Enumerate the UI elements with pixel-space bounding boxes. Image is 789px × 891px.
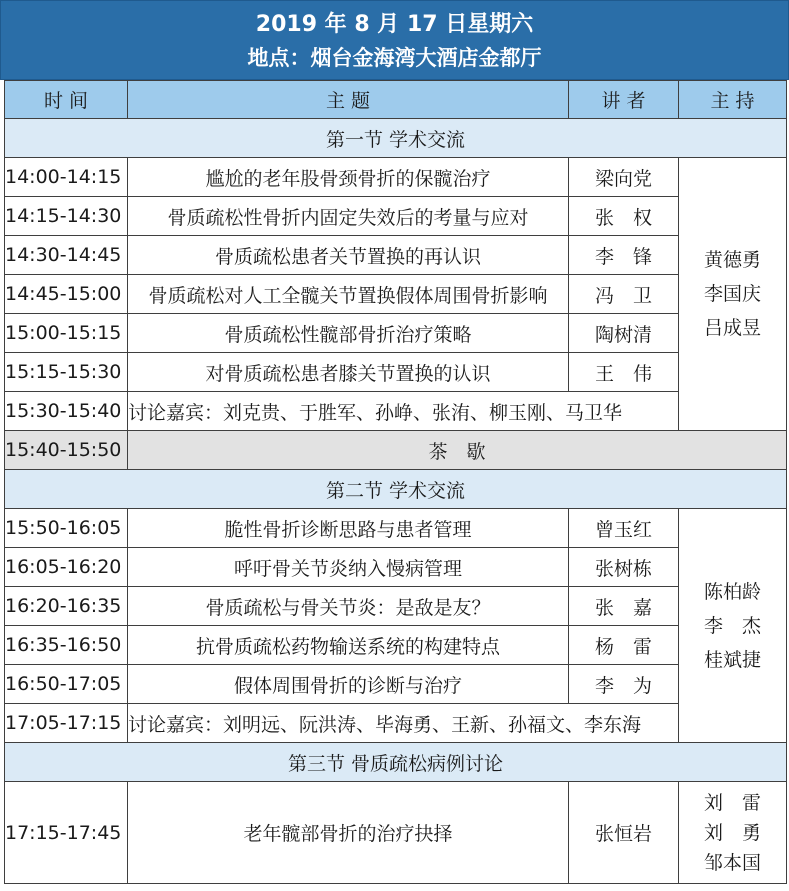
discussion-guests: 讨论嘉宾：刘明远、阮洪涛、毕海勇、王新、孙福文、李东海: [128, 704, 679, 743]
moderator-name: 陈柏龄: [703, 580, 761, 603]
time-cell: 16:20-16:35: [5, 587, 128, 626]
speaker-cell: 张 嘉: [569, 587, 679, 626]
moderator-name: 李 杰: [703, 614, 761, 637]
agenda-header: [0, 0, 789, 80]
moderator-cell: [679, 509, 787, 743]
table-row: [5, 197, 787, 236]
speaker-cell: 张恒岩: [569, 782, 679, 884]
topic-cell: 抗骨质疏松药物输送系统的构建特点: [128, 626, 569, 665]
moderator-name: 吕成昱: [703, 317, 761, 339]
moderator-name: 李国庆: [703, 283, 761, 305]
col-header-topic: 主 题: [128, 81, 569, 119]
topic-cell: 尴尬的老年股骨颈骨折的保髋治疗: [128, 158, 569, 197]
topic-cell: 骨质疏松性髋部骨折治疗策略: [128, 314, 569, 353]
table-row: [5, 782, 787, 884]
topic-cell: 呼吁骨关节炎纳入慢病管理: [128, 548, 569, 587]
speaker-cell: 李 锋: [569, 236, 679, 275]
table-row: [5, 275, 787, 314]
topic-cell: 骨质疏松性骨折内固定失效后的考量与应对: [128, 197, 569, 236]
time-cell: 15:40-15:50: [5, 431, 128, 470]
time-cell: 16:35-16:50: [5, 626, 128, 665]
moderator-cell: [679, 158, 787, 431]
section-title: 第二节 学术交流: [5, 470, 787, 509]
moderator-name: 邹本国: [703, 851, 761, 874]
time-cell: 16:50-17:05: [5, 665, 128, 704]
time-cell: 14:45-15:00: [5, 275, 128, 314]
time-cell: 14:15-14:30: [5, 197, 128, 236]
col-header-time: 时 间: [5, 81, 128, 119]
moderator-cell: [679, 782, 787, 884]
topic-cell: 骨质疏松与骨关节炎：是敌是友？: [128, 587, 569, 626]
discussion-row: [5, 392, 787, 431]
time-cell: 16:05-16:20: [5, 548, 128, 587]
time-cell: 15:00-15:15: [5, 314, 128, 353]
moderator-name: 刘 勇: [703, 821, 761, 844]
topic-cell: 对骨质疏松患者膝关节置换的认识: [128, 353, 569, 392]
topic-cell: 假体周围骨折的诊断与治疗: [128, 665, 569, 704]
tea-break-row: [5, 431, 787, 470]
tea-break-label: 茶 歇: [128, 431, 787, 470]
moderator-name: 刘 雷: [703, 791, 761, 814]
time-cell: 17:05-17:15: [5, 704, 128, 743]
discussion-guests: 讨论嘉宾：刘克贵、于胜军、孙峥、张洧、柳玉刚、马卫华: [128, 392, 679, 431]
col-header-moderator: 主 持: [679, 81, 787, 119]
date-line: 2019 年 8 月 17 日星期六: [255, 12, 534, 37]
table-row: [5, 548, 787, 587]
table-row: [5, 587, 787, 626]
speaker-cell: 冯 卫: [569, 275, 679, 314]
moderator-name: 黄德勇: [703, 249, 761, 271]
time-cell: 15:15-15:30: [5, 353, 128, 392]
table-row: [5, 314, 787, 353]
speaker-cell: 曾玉红: [569, 509, 679, 548]
topic-cell: 骨质疏松对人工全髋关节置换假体周围骨折影响: [128, 275, 569, 314]
time-cell: 14:00-14:15: [5, 158, 128, 197]
moderator-name: 桂斌捷: [703, 648, 761, 671]
topic-cell: 骨质疏松患者关节置换的再认识: [128, 236, 569, 275]
speaker-cell: 梁向党: [569, 158, 679, 197]
topic-cell: 脆性骨折诊断思路与患者管理: [128, 509, 569, 548]
time-cell: 17:15-17:45: [5, 782, 128, 884]
venue-line: 地点：烟台金海湾大酒店金都厅: [247, 46, 542, 70]
section-title-row: [5, 470, 787, 509]
topic-cell: 老年髋部骨折的治疗抉择: [128, 782, 569, 884]
discussion-row: [5, 704, 787, 743]
speaker-cell: 杨 雷: [569, 626, 679, 665]
table-row: [5, 158, 787, 197]
table-row: [5, 626, 787, 665]
table-row: [5, 236, 787, 275]
section-title-row: [5, 119, 787, 158]
table-row: [5, 665, 787, 704]
speaker-cell: 张 权: [569, 197, 679, 236]
table-row: [5, 509, 787, 548]
section-title: 第三节 骨质疏松病例讨论: [5, 743, 787, 782]
time-cell: 14:30-14:45: [5, 236, 128, 275]
speaker-cell: 张树栋: [569, 548, 679, 587]
section-title: 第一节 学术交流: [5, 119, 787, 158]
speaker-cell: 李 为: [569, 665, 679, 704]
table-row: [5, 353, 787, 392]
section-title-row: [5, 743, 787, 782]
column-header-row: [5, 81, 787, 119]
schedule-table: [4, 80, 787, 884]
speaker-cell: 王 伟: [569, 353, 679, 392]
speaker-cell: 陶树清: [569, 314, 679, 353]
time-cell: 15:30-15:40: [5, 392, 128, 431]
col-header-speaker: 讲 者: [569, 81, 679, 119]
time-cell: 15:50-16:05: [5, 509, 128, 548]
